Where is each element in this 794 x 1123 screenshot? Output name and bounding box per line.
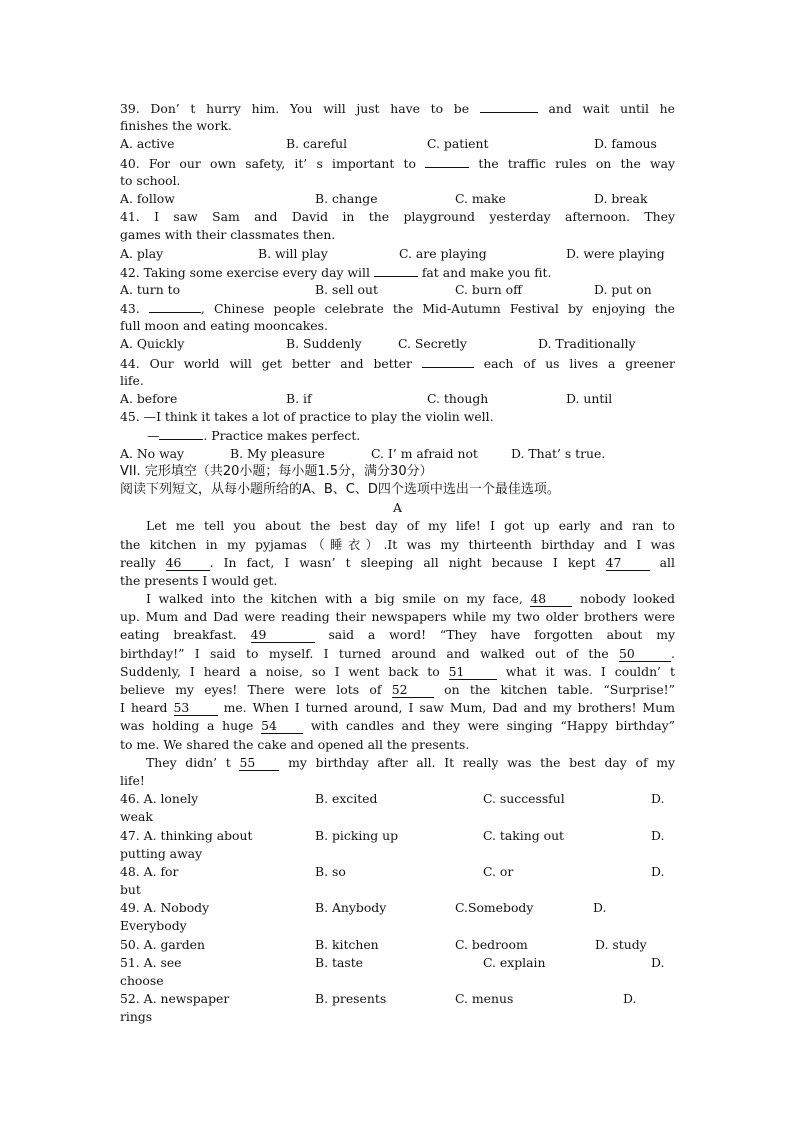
passage-line: the kitchen in my pyjamas（睡衣）.It was my thirteenth birthday and I was [120, 536, 675, 552]
answer-blank [159, 426, 203, 440]
blank-47: 47 [606, 556, 650, 571]
cloze-option-50: 50. A. garden B. kitchen C. bedroom D. study [120, 936, 647, 952]
blank-48: 48 [530, 592, 572, 607]
question-42: 42. Taking some exercise every day will fat and make you fit. [120, 264, 552, 280]
blank-55: 55 [239, 756, 279, 771]
blank-54: 54 [261, 719, 303, 734]
passage-label: A [393, 500, 402, 516]
question-42-options: A. turn to B. sell out C. burn off D. put on [120, 281, 652, 297]
blank-53: 53 [174, 701, 218, 716]
answer-blank [480, 99, 538, 113]
cloze-option-47: 47. A. thinking about B. picking up C. taking out D. [120, 827, 665, 843]
exam-page: 39. Don’ t hurry him. You will just have to be and wait until he finishes the work. A. active B. careful C. patient D. famous 40. For our own safety, it’ s important to the traffic rules on the way to school. A. follow B. change C. make D. break 41. I saw Sam and David in the playground yesterday afternoon. They games with their classmates then. A. play B. will play C. are playing D. were playing 42. Taking some exercise every day will fat and make you fit. A. turn to B. sell out C. burn off D. put on 43. , Chinese people celebrate the Mid-Autumn Festival by enjoying the full moon and eating mooncakes. A. Quickly B. Suddenly C. Secretly D. Traditionally 44. Our world will get better and better each of us lives a greener life. A. before B. if C. though D. until 45. —I think it takes a lot of practice to play the violin well. — . Practice makes perfect. A. No way B. My pleasure C. I’ m afraid not D. That’ s true. VII. 完形填空（共20小题；每小题1.5分，满分30分） 阅读下列短文，从每小题所给的A、B、C、D四个选项中选出一个最佳选项。 A Let me tell you about the best day of my life! I got up early and ran to the kitchen in my pyjamas（睡衣）.It was my thirteenth birthday and I was really 46 . In fact, I wasn’ t sleeping all night because I kept 47 all the presents I would get. I walked into the kitchen with a big smile on my face, 48 nobody looked up. Mum and Dad were reading their newspapers while my two older brothers were eating breakfast. 49 said a word! “They have forgotten about my birthday!” I said to myself. I turned around and walked out of the 50 . Suddenly, I heard a noise, so I went back to 51 what it was. I couldn’ t believe my eyes! There were lots of 52 on the kitchen table. “Surprise!” I heard 53 me. When I turned around, I saw Mum, Dad and my brothers! Mum was holding a huge 54 with candles and they were singing “Happy birthday” to me. We shared the cake and opened all the presents. They didn’ t 55 my birthday after all. It really was the best day of my life! 46. A. lonely B. excited C. successful D. weak 47. A. thinking about B. picking up C. taking out D. putting away 48. A. for B. so C. or D. but 49. A. Nobody B. Anybody C.Somebody D. Everybody 50. A. garden B. kitchen C. bedroom D. study 51. A. see B. taste C. explain D. choose 52. A. newspaper B. presents C. menus D. rings [120, 101, 675, 1025]
question-44-options: A. before B. if C. though D. until [120, 391, 613, 406]
passage-line: up. Mum and Dad were reading their newspapers while my two older brothers were [120, 609, 675, 625]
blank-46: 46 [166, 556, 210, 571]
section-instruction: 阅读下列短文，从每小题所给的A、B、C、D四个选项中选出一个最佳选项。 [120, 481, 560, 497]
passage-line: the presents I would get. [120, 572, 278, 588]
blank-52: 52 [392, 683, 434, 698]
question-40-options: A. follow B. change C. make D. break [120, 190, 648, 206]
passage-line: to me. We shared the cake and opened all the presents. [120, 736, 470, 752]
cloze-option-48: 48. A. for B. so C. or D. [120, 863, 665, 879]
passage-line: Let me tell you about the best day of my life! I got up early and ran to [146, 518, 675, 534]
question-45: 45. —I think it takes a lot of practice to play the violin well. [120, 409, 494, 425]
question-44: 44. Our world will get better and better each of us lives a greener [120, 355, 675, 371]
question-39-options: A. active B. careful C. patient D. famous [120, 136, 657, 152]
blank-51: 51 [449, 665, 497, 680]
question-40: 40. For our own safety, it’ s important to the traffic rules on the way [120, 155, 675, 171]
blank-50: 50 [619, 647, 671, 662]
question-45-reply: — . Practice makes perfect. [147, 428, 361, 444]
passage-line: really 46 . In fact, I wasn’ t sleeping all night because I kept 47 all [120, 554, 675, 570]
passage-line: I walked into the kitchen with a big smile on my face, 48 nobody looked [146, 591, 675, 607]
passage-line: life! [120, 772, 145, 788]
answer-blank [422, 354, 474, 368]
question-41: 41. I saw Sam and David in the playground yesterday afternoon. They [120, 209, 675, 225]
cloze-option-49: 49. A. Nobody B. Anybody C.Somebody D. [120, 900, 607, 916]
passage-line: I heard 53 me. When I turned around, I saw Mum, Dad and my brothers! Mum [120, 700, 675, 716]
passage-line: Suddenly, I heard a noise, so I went back to 51 what it was. I couldn’ t [120, 663, 675, 679]
passage-line: believe my eyes! There were lots of 52 on the kitchen table. “Surprise!” [120, 682, 675, 697]
cloze-option-52: 52. A. newspaper B. presents C. menus D. [120, 991, 637, 1007]
question-45-options: A. No way B. My pleasure C. I’ m afraid not D. That’ s true. [120, 445, 606, 461]
passage-line: birthday!” I said to myself. I turned around and walked out of the 50 . [120, 645, 675, 661]
passage-line: was holding a huge 54 with candles and they were singing “Happy birthday” [120, 718, 675, 734]
answer-blank [425, 154, 469, 168]
question-43: 43. , Chinese people celebrate the Mid-Autumn Festival by enjoying the [120, 301, 675, 317]
passage-line: eating breakfast. 49 said a word! “They have forgotten about my [120, 627, 675, 643]
answer-blank [374, 263, 418, 277]
question-39: 39. Don’ t hurry him. You will just have to be and wait until he [120, 101, 675, 116]
answer-blank [149, 299, 201, 313]
cloze-option-51: 51. A. see B. taste C. explain D. [120, 954, 665, 970]
question-41-options: A. play B. will play C. are playing D. were playing [120, 245, 665, 261]
question-43-options: A. Quickly B. Suddenly C. Secretly D. Traditionally [120, 336, 636, 352]
blank-49: 49 [251, 628, 315, 643]
section-title: VII. 完形填空（共20小题；每小题1.5分，满分30分） [120, 463, 433, 479]
passage-line: They didn’ t 55 my birthday after all. It really was the best day of my [146, 754, 675, 770]
cloze-option-46: 46. A. lonely B. excited C. successful D. [120, 791, 665, 807]
